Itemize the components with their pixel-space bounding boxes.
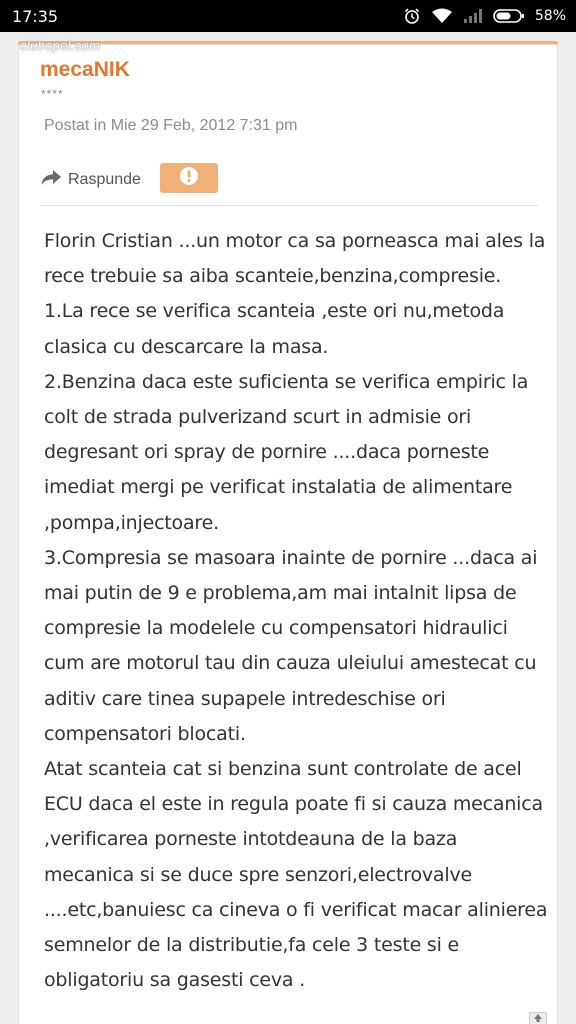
reply-label: Raspunde (68, 170, 141, 188)
post-body-line: ,pompa,injectoare. (44, 511, 219, 534)
post-body-line: cum are motorul tau din cauza uleiului amestecat cu (44, 652, 537, 675)
post-body-line: rece trebuie sa aiba scanteie,benzina,compresie. (44, 265, 502, 288)
scroll-top-button[interactable] (529, 1012, 547, 1024)
post-body-line: compresie la modelele cu compensatori hidraulici (44, 617, 508, 640)
alarm-icon (403, 7, 421, 25)
battery-percent: 58% (534, 8, 566, 24)
post-body-line: mecanica si se duce spre senzori,electrovalve (44, 863, 472, 886)
post-body-line: ECU daca el este in regula poate fi si cauza mecanica (44, 793, 543, 816)
reply-button[interactable] (40, 168, 141, 191)
post-body (44, 224, 548, 998)
post-author[interactable]: mecaNIK (40, 58, 130, 81)
arrow-up-icon (533, 1010, 543, 1024)
author-rank: **** (41, 87, 64, 101)
battery-icon (493, 8, 525, 24)
post-body-line: 3.Compresia se masoara inainte de pornire ...daca ai (44, 546, 538, 569)
post-body-line: imediat mergi pe verificat instalatia de alimentare (44, 476, 513, 499)
reply-arrow-icon (40, 168, 62, 191)
post-body-line: ,verificarea porneste intotdeauna de la baza (44, 828, 458, 851)
status-time: 17:35 (12, 6, 59, 26)
post-timestamp: Postat in Mie 29 Feb, 2012 7:31 pm (44, 117, 298, 134)
post-body-line: 2.Benzina daca este suficienta se verifica empiric la (44, 370, 529, 393)
post-divider (40, 205, 538, 206)
status-bar (0, 0, 576, 32)
post-body-line: clasica cu descarcare la masa. (44, 335, 329, 358)
post-body-line: obligatoriu sa gasesti ceva . (44, 969, 306, 992)
post-body-line: semnelor de la distributie,fa cele 3 teste si e (44, 934, 460, 957)
post-body-line: compensatori blocati. (44, 722, 246, 745)
wifi-icon (431, 8, 453, 24)
signal-icon (463, 8, 483, 24)
post-body-line: mai putin de 9 e problema,am mai intalnit lipsa de (44, 582, 517, 605)
post-body-line: 1.La rece se verifica scanteia ,este ori nu,metoda (44, 300, 505, 323)
post-body-line: aditiv care tinea supapele intredeschise ori (44, 687, 446, 710)
exclamation-icon (179, 166, 199, 191)
watermark: clubopel.com (20, 38, 101, 53)
status-icons (403, 7, 566, 25)
post-body-line: ....etc,banuiesc ca cineva o fi verificat macar alinierea (44, 898, 548, 921)
post-body-line: Florin Cristian ...un motor ca sa porneasca mai ales la (44, 230, 546, 252)
post-body-line: degresant ori spray de pornire ....daca porneste (44, 441, 490, 464)
post-body-line: Atat scanteia cat si benzina sunt controlate de acel (44, 758, 522, 781)
report-button[interactable] (160, 163, 218, 193)
post-body-line: colt de strada pulverizand scurt in admisie ori (44, 406, 472, 429)
